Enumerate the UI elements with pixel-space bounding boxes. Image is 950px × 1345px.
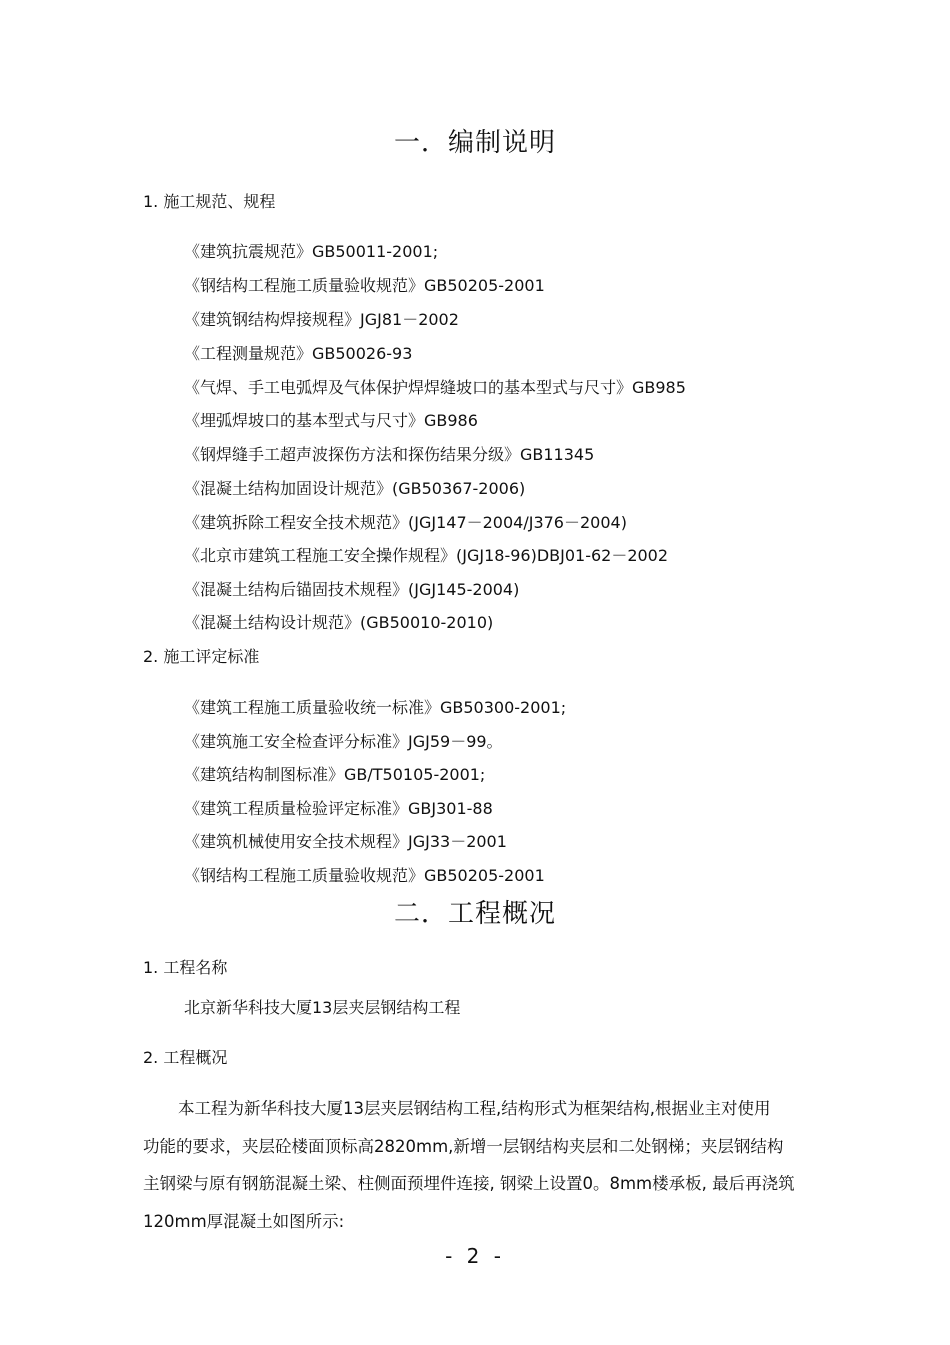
standard-item: 《建筑机械使用安全技术规程》JGJ33－2001 <box>184 832 507 851</box>
overview-line: 主钢梁与原有钢筋混凝土梁、柱侧面预埋件连接, 钢梁上设置0。8mm楼承板, 最后再浇筑 <box>143 1174 795 1193</box>
overview-line: 本工程为新华科技大厦13层夹层钢结构工程,结构形式为框架结构,根据业主对使用 <box>178 1099 771 1118</box>
reference-item: 《混凝土结构设计规范》(GB50010-2010) <box>184 613 494 632</box>
reference-item: 《钢结构工程施工质量验收规范》GB50205-2001 <box>184 276 545 295</box>
overview-line: 功能的要求，夹层砼楼面顶标高2820mm,新增一层钢结构夹层和二处钢梯；夹层钢结构 <box>143 1137 784 1156</box>
section2-sub1-title: 1. 工程名称 <box>143 958 228 977</box>
reference-item: 《工程测量规范》GB50026-93 <box>184 344 413 363</box>
section2-heading: 二．工程概况 <box>393 899 556 929</box>
reference-item: 《钢焊缝手工超声波探伤方法和探伤结果分级》GB11345 <box>184 445 595 464</box>
standard-item: 《建筑工程施工质量验收统一标准》GB50300-2001; <box>184 698 567 717</box>
reference-item: 《混凝土结构加固设计规范》(GB50367-2006) <box>184 479 526 498</box>
section2-sub2-title: 2. 工程概况 <box>143 1048 228 1067</box>
standard-item: 《钢结构工程施工质量验收规范》GB50205-2001 <box>184 866 545 885</box>
standard-item: 《建筑施工安全检查评分标准》JGJ59－99。 <box>184 732 503 751</box>
section1-sub2-title: 2. 施工评定标准 <box>143 647 260 666</box>
overview-line: 120mm厚混凝土如图所示: <box>143 1212 345 1231</box>
reference-item: 《北京市建筑工程施工安全操作规程》(JGJ18-96)DBJ01-62－2002 <box>184 546 669 565</box>
reference-item: 《建筑抗震规范》GB50011-2001; <box>184 242 439 261</box>
page-number: - 2 - <box>445 1244 505 1268</box>
reference-item: 《混凝土结构后锚固技术规程》(JGJ145-2004) <box>184 580 520 599</box>
section1-heading: 一．编制说明 <box>393 128 556 158</box>
reference-item: 《埋弧焊坡口的基本型式与尺寸》GB986 <box>184 411 478 430</box>
project-name: 北京新华科技大厦13层夹层钢结构工程 <box>184 998 461 1017</box>
standard-item: 《建筑结构制图标准》GB/T50105-2001; <box>184 765 486 784</box>
reference-item: 《建筑钢结构焊接规程》JGJ81－2002 <box>184 310 459 329</box>
section1-sub1-title: 1. 施工规范、规程 <box>143 192 276 211</box>
standard-item: 《建筑工程质量检验评定标准》GBJ301-88 <box>184 799 493 818</box>
reference-item: 《建筑拆除工程安全技术规范》(JGJ147－2004/J376－2004) <box>184 513 627 532</box>
reference-item: 《气焊、手工电弧焊及气体保护焊焊缝坡口的基本型式与尺寸》GB985 <box>184 378 686 397</box>
